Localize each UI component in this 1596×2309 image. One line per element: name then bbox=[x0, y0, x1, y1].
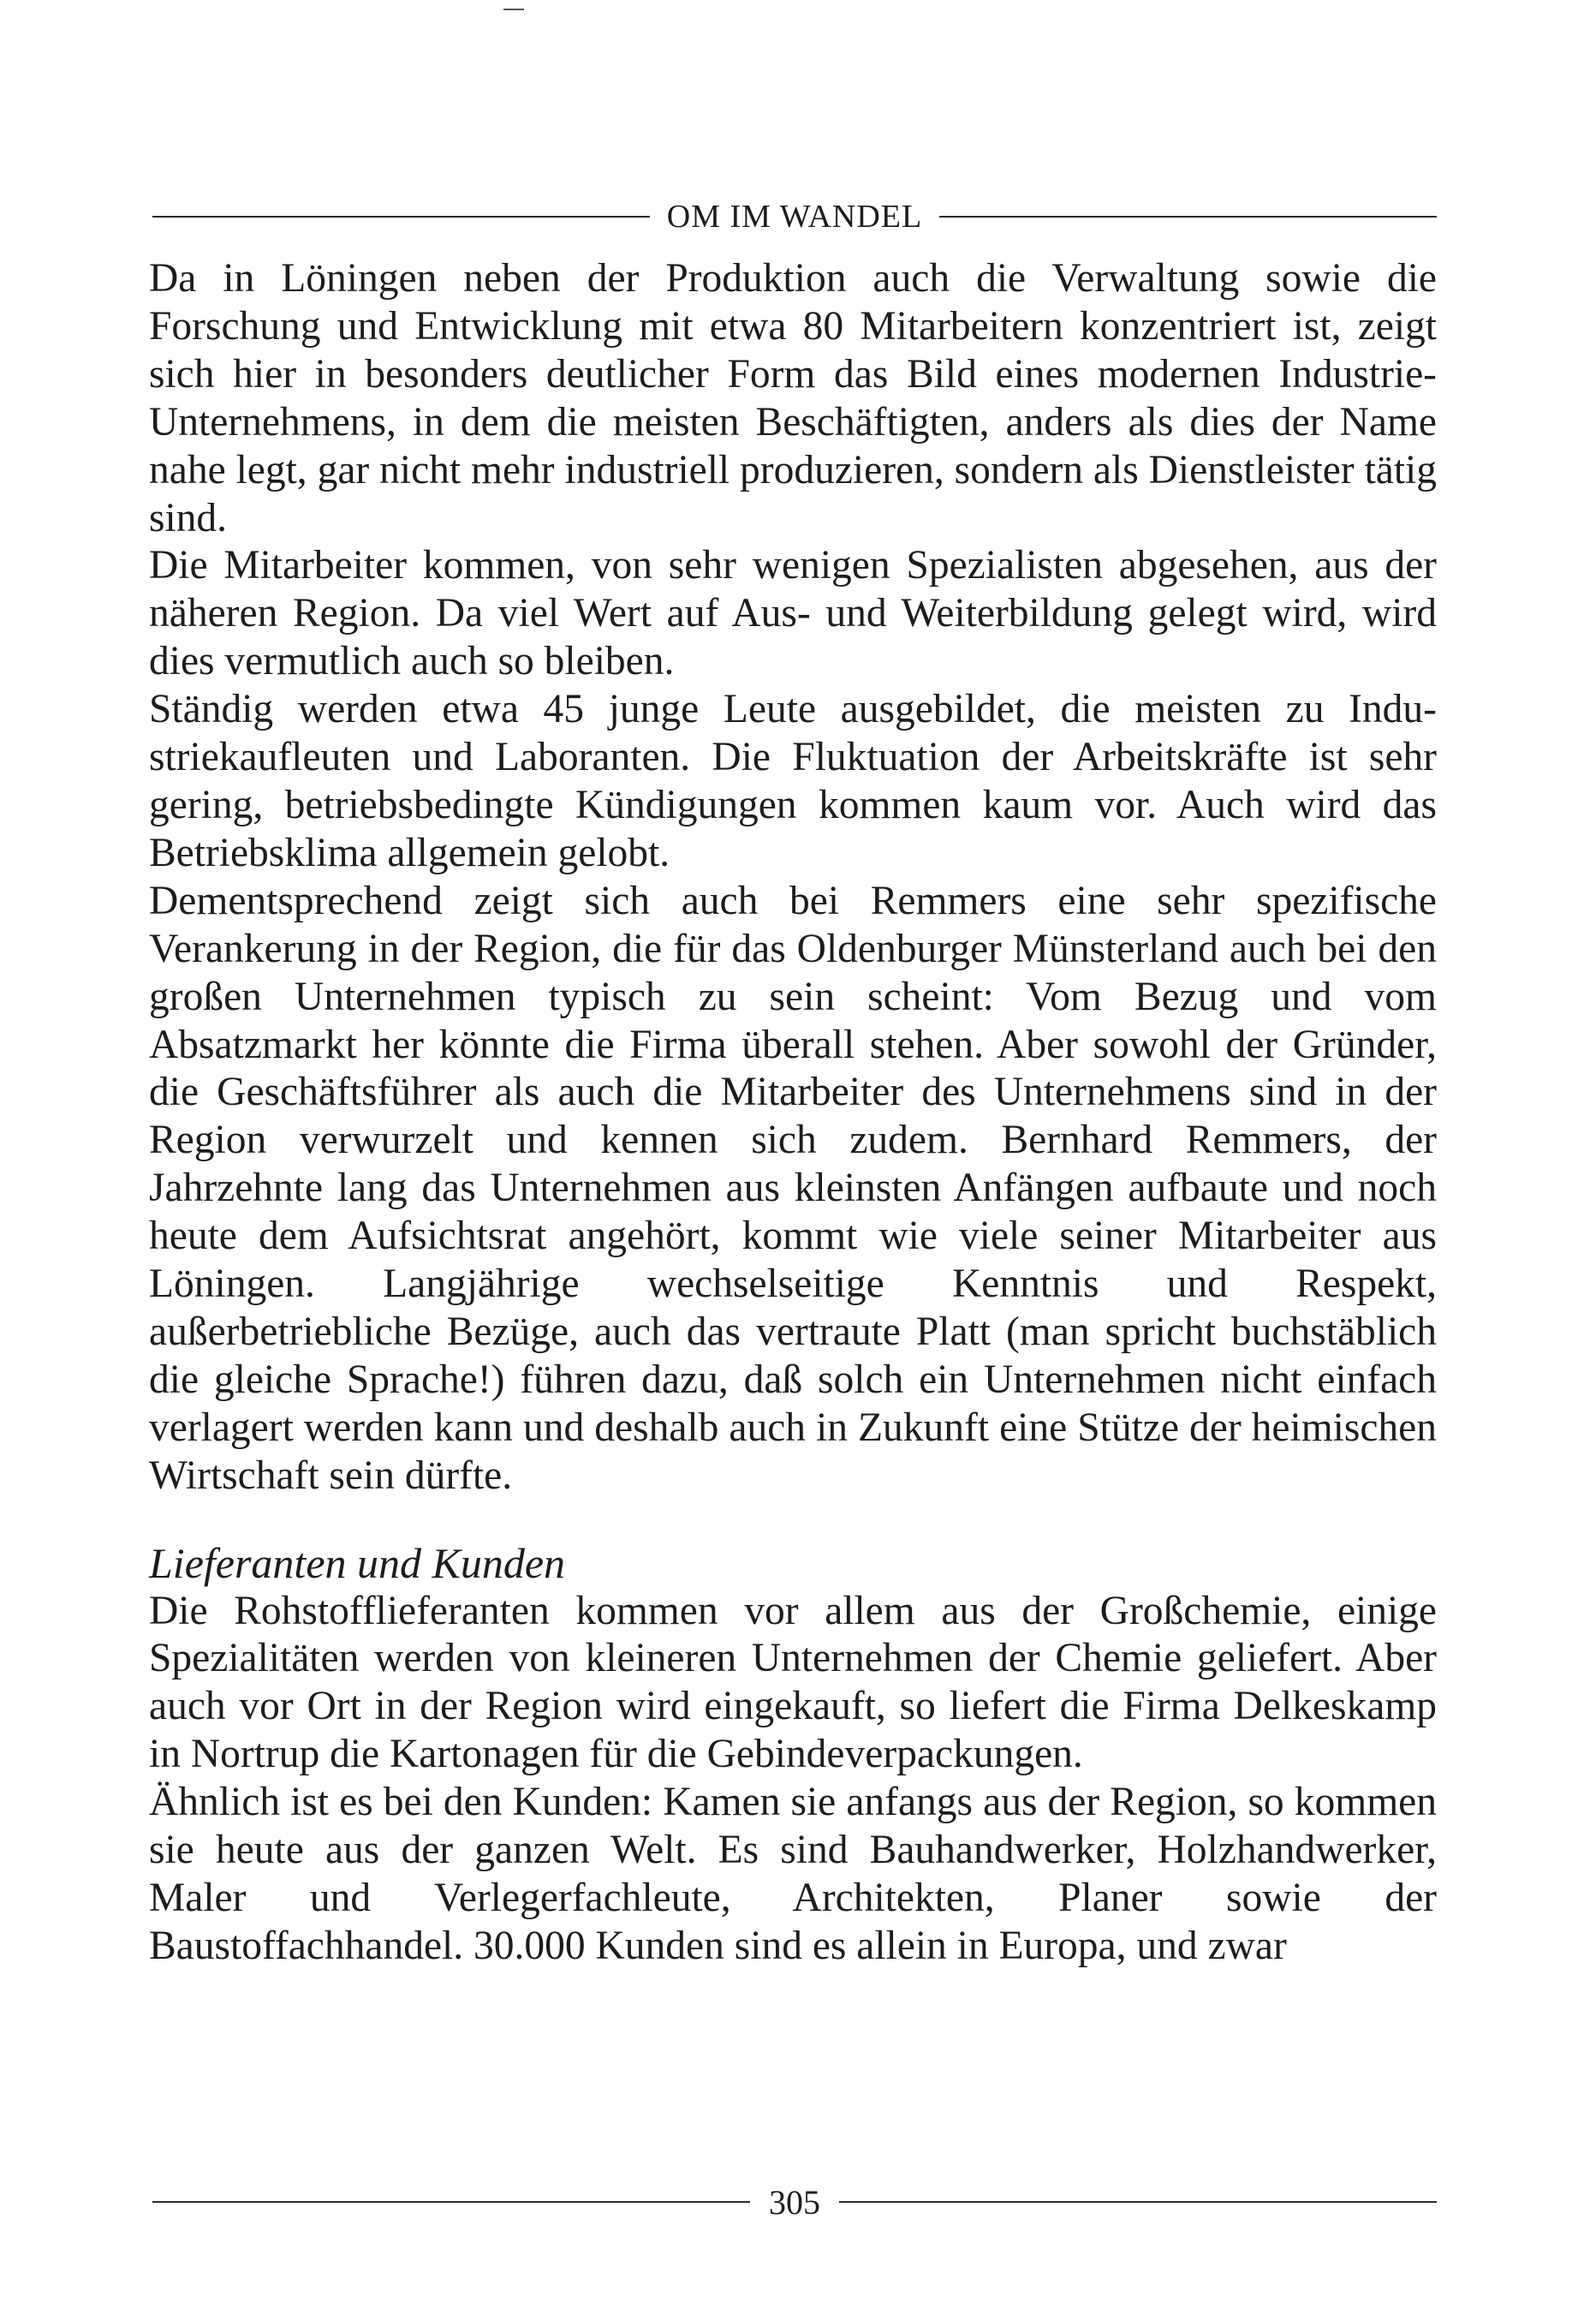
paragraph-apprentices: Ständig werden etwa 45 junge Leute ausgebildet, die meisten zu Industriekaufleuten und Laboranten. Die Fluktuation der Arbeitskräfte ist sehr gering, betriebsbedingte Kündigungen kommen kaum vor. Auch wird das Betriebsklima allgemein gelobt. bbox=[149, 687, 1437, 875]
paragraph-regional-roots: Dementsprechend zeigt sich auch bei Remmers eine sehr spezifische Verankerung in der Region, die für das Oldenburger Münsterland auch bei den großen Unternehmen typisch zu sein scheint: Vom Bezug und vom Absatzmarkt her könnte die Firma überall stehen. Aber sowohl der Gründer, die Geschäftsführer als auch die Mitarbeiter des Unternehmens sind in der Region verwurzelt und kennen sich zudem. Bernhard Remmers, der Jahrzehnte lang das Unternehmen aus kleinsten Anfängen aufbaute und noch heute dem Aufsichtsrat angehört, kommt wie viele seiner Mitarbeiter aus Löningen. Langjährige wechselseitige Kenntnis und Respekt, außerbetriebliche Bezüge, auch das vertraute Platt (man spricht buchstäblich die gleiche Sprache!) führen dazu, daß solch ein Unternehmen nicht einfach verlagert werden kann und deshalb auch in Zukunft eine Stütze der heimischen Wirtschaft sein dürfte. bbox=[149, 878, 1437, 1498]
paragraph-employees-region: Die Mitarbeiter kommen, von sehr wenigen Spezialisten abgesehen, aus der näheren Region. Da viel Wert auf Aus- und Weiterbildung gelegt wird, wird dies vermutlich auch so bleiben. bbox=[149, 543, 1437, 684]
running-header bbox=[152, 195, 1437, 238]
running-title: OM IM WANDEL bbox=[666, 199, 923, 235]
top-edge-mark bbox=[503, 9, 524, 10]
page-number: 305 bbox=[769, 2182, 820, 2222]
footer-rule-left bbox=[152, 2201, 750, 2203]
page-body bbox=[149, 255, 1437, 1971]
paragraph-production-administration: Da in Löningen neben der Produktion auch die Verwaltung sowie die Forschung und Entwicklung mit etwa 80 Mitarbeitern konzentriert ist, zeigt sich hier in besonders deutlicher Form das Bild eines modernen Industrie-Unternehmens, in dem die meisten Beschäftigten, anders als dies der Name nahe legt, gar nicht mehr industriell produzieren, sondern als Dienstleister tätig sind. bbox=[149, 256, 1437, 540]
footer-rule-right bbox=[839, 2201, 1437, 2203]
paragraph-suppliers: Die Rohstofflieferanten kommen vor allem aus der Großchemie, einige Spezialitäten werden von kleineren Unternehmen der Chemie geliefert. Aber auch vor Ort in der Region wird eingekauft, so liefert die Firma Delkeskamp in Nortrup die Kartonagen für die Gebindeverpackungen. bbox=[149, 1588, 1437, 1777]
header-rule-left bbox=[152, 216, 650, 218]
page-footer bbox=[152, 2181, 1437, 2223]
section-heading-suppliers-customers: Lieferanten und Kunden bbox=[149, 1538, 566, 1587]
header-rule-right bbox=[939, 216, 1437, 218]
paragraph-customers: Ähnlich ist es bei den Kunden: Kamen sie anfangs aus der Region, so kommen sie heute aus der ganzen Welt. Es sind Bauhandwerker, Holzhandwerker, Maler und Verlegerfachleute, Architekten, Planer sowie der Baustoffachhandel. 30.000 Kunden sind es allein in Europa, und zwar bbox=[149, 1780, 1437, 1968]
